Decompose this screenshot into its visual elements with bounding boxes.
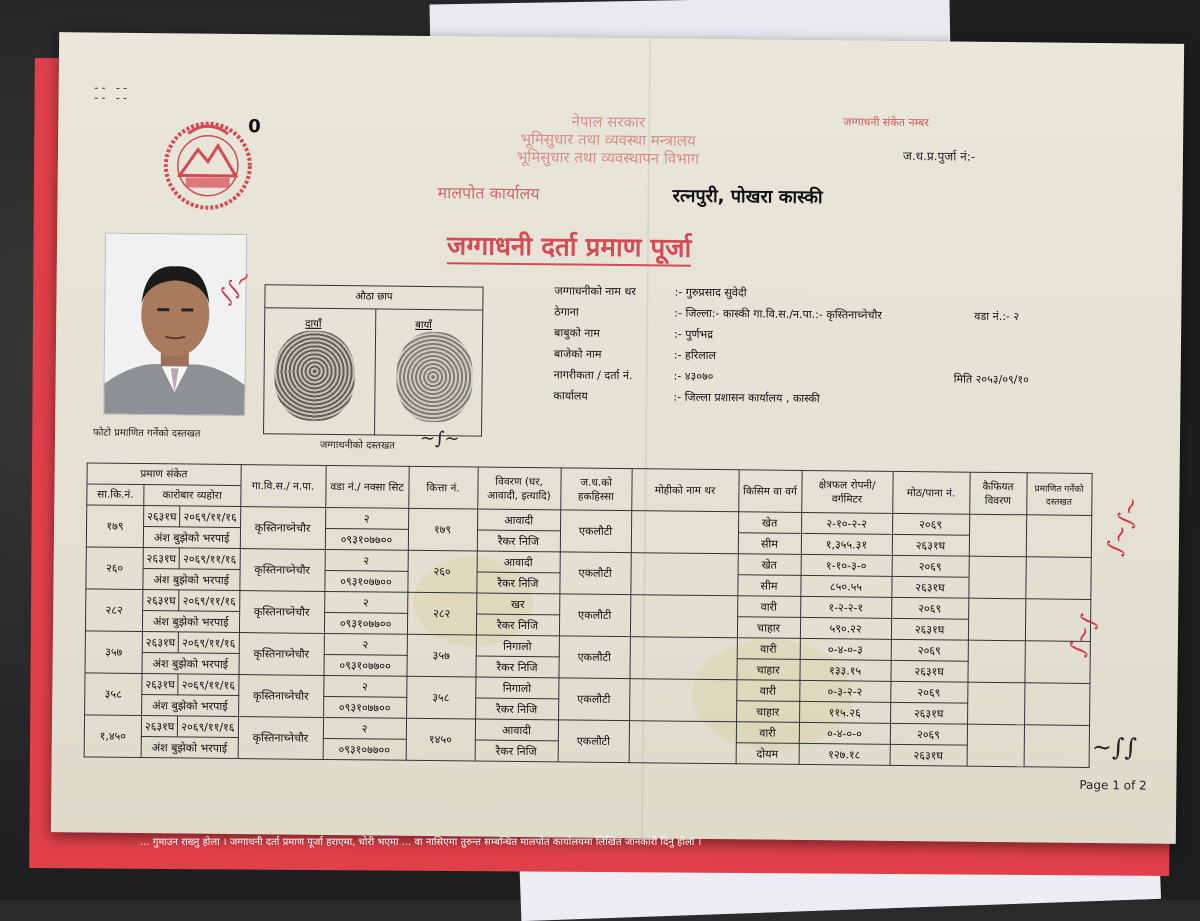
- cell-karobar-note: अंश बुझेको भरपाई: [141, 737, 238, 759]
- cell-karobar-note: अंश बुझेको भरपाई: [142, 695, 239, 717]
- cell-wada: २: [323, 717, 406, 739]
- cell-gabisa: कृस्तिनाच्नेचौर: [239, 591, 324, 634]
- cell-biwaran: रैकर निजि: [477, 530, 560, 552]
- cell-sa: २८२: [85, 589, 142, 632]
- header-gabisa: गा.वि.स./ न.पा.: [240, 465, 325, 508]
- issuing-office-row: [553, 388, 1053, 414]
- address-value: :- जिल्ला:- कास्की गा.वि.स./न.पा.:- कृस्तिनाच्नेचौर: [674, 306, 882, 322]
- header-sa-ki-na: सा.कि.नं.: [87, 484, 144, 506]
- header-kisim: किसिम वा वर्ग: [738, 470, 801, 513]
- cell-kisim: खेत: [738, 554, 801, 576]
- cell-kaifiyat: [967, 724, 1024, 767]
- cell-area: ०-४-०-३: [800, 638, 891, 660]
- cell-kitta: ३५८: [406, 676, 475, 719]
- cell-area: ०-३-२-२: [799, 680, 890, 702]
- header-pramaan-sanket: प्रमाण संकेत: [87, 463, 241, 486]
- cell-gabisa: कृस्तिनाच्नेचौर: [239, 549, 324, 592]
- address-label: ठेगाना: [554, 305, 579, 319]
- certificate-number-label: ज.ध.प्र.पुर्जा नं:-: [902, 148, 976, 164]
- cell-moth: २०६९: [892, 555, 969, 577]
- cell-sa: ३५८: [85, 673, 142, 716]
- cell-biwaran: रैकर निजि: [476, 572, 559, 594]
- owner-name-value: :- गुरुप्रसाद सुवेदी: [674, 285, 747, 300]
- cell-pramanit: [1024, 683, 1089, 726]
- page-label: Page 1 of 2: [1079, 777, 1147, 793]
- cell-karobar-code: २६३१घ: [142, 632, 179, 653]
- cell-moth: २०६९: [892, 513, 969, 535]
- header-line: नेपाल सरकार: [571, 112, 646, 132]
- header-pramanit: प्रमाणित गर्नेको दस्तखत: [1026, 473, 1091, 516]
- cell-wada: २: [323, 675, 406, 697]
- cell-biwaran: निगालो: [475, 677, 558, 699]
- cell-area: १-१०-३-०: [801, 554, 892, 576]
- cell-kitta: २८२: [407, 592, 476, 635]
- verifier-signature: ∫∼∫: [1064, 611, 1103, 660]
- land-records-table: [84, 462, 1093, 768]
- owner-photo: [103, 233, 247, 416]
- header-kshetrafal: क्षेत्रफल रोपनी/वर्गमिटर: [801, 470, 892, 513]
- cell-kaifiyat: [967, 682, 1024, 725]
- grandfather-value: :- हरिलाल: [673, 348, 717, 363]
- cell-gabisa: कृस्तिनाच्नेचौर: [240, 507, 325, 550]
- header-kitta: कित्ता नं.: [408, 466, 477, 509]
- black-signature: ∼∫∫: [1091, 732, 1138, 762]
- cell-sa: १७९: [86, 505, 143, 548]
- cell-karobar-code: २६३१घ: [144, 506, 181, 527]
- cell-moth: २६३१घ: [891, 576, 968, 598]
- cell-gabisa: कृस्तिनाच्नेचौर: [238, 675, 323, 718]
- cell-wada: २: [325, 507, 408, 529]
- cell-karobar-code: २६३१घ: [142, 674, 179, 695]
- cell-moth: २०६९: [891, 639, 968, 661]
- cell-biwaran: रैकर निजि: [475, 698, 558, 720]
- cell-sa: १,४५०: [84, 715, 141, 758]
- cell-sa: ३५७: [85, 631, 142, 674]
- cell-hak: एकलौटी: [558, 720, 629, 763]
- table-body: [84, 505, 1091, 768]
- cell-gabisa: कृस्तिनाच्नेचौर: [239, 633, 324, 676]
- header-wada: वडा नं./ नक्सा सिट: [325, 465, 408, 508]
- cell-mohi: [630, 637, 737, 680]
- cell-kaifiyat: [968, 598, 1025, 641]
- header-karobar: कारोबार व्यहोरा: [144, 485, 241, 507]
- cell-mohi: [629, 679, 736, 722]
- father-label: बाबुको नाम: [554, 326, 600, 340]
- cell-area: ५९०.२२: [800, 617, 891, 639]
- cell-hak: एकलौटी: [559, 552, 630, 595]
- cell-biwaran: रैकर निजि: [475, 740, 558, 762]
- cell-mohi: [630, 595, 737, 638]
- issuing-office-value: :- जिल्ला प्रशासन कार्यालय , कास्की: [673, 390, 820, 406]
- cell-pramanit: [1026, 515, 1091, 558]
- dash-marks: -- -- -- --: [92, 80, 129, 105]
- cell-wada: २: [325, 549, 408, 571]
- cell-area: ०-४-०-०: [799, 722, 890, 744]
- cell-moth: २६३१घ: [891, 660, 968, 682]
- citizenship-label: नागरीकता / दर्ता नं.: [553, 368, 633, 383]
- cell-kisim: दोयम: [736, 743, 799, 765]
- cell-karobar-code: २६३१घ: [143, 590, 180, 611]
- nepal-emblem-stamp: [157, 113, 258, 214]
- cell-hak: एकलौटी: [558, 678, 629, 721]
- office-place: रत्नपुरी, पोखरा कास्की: [672, 185, 823, 209]
- thumbprint-divider: [374, 308, 376, 434]
- cell-naksa: ०९३१०७७००: [323, 738, 406, 760]
- zero-mark: 0: [248, 116, 261, 138]
- cell-area: १-२-२-१: [800, 596, 891, 618]
- cell-biwaran: आवादी: [477, 509, 560, 531]
- cell-biwaran: खर: [476, 593, 559, 615]
- cell-mohi: [629, 721, 736, 764]
- cell-moth: २६३१घ: [891, 618, 968, 640]
- cell-moth: २०६९: [890, 723, 967, 745]
- cell-karobar-note: अंश बुझेको भरपाई: [142, 653, 239, 675]
- header-faint-lines: [478, 112, 739, 169]
- cell-karobar-date: २०६९/११/१६: [180, 506, 240, 528]
- red-signature: ∫∫∼: [213, 264, 258, 308]
- cell-karobar-note: अंश बुझेको भरपाई: [143, 527, 240, 549]
- cell-moth: २६३१घ: [890, 702, 967, 724]
- cell-karobar-date: २०६९/११/१६: [179, 548, 239, 570]
- cell-wada: २: [324, 633, 407, 655]
- cell-hak: एकलौटी: [559, 594, 630, 637]
- header-moth: मोठ/पाना नं.: [892, 471, 969, 514]
- cell-karobar-code: २६३१घ: [143, 548, 180, 569]
- cell-naksa: ०९३१०७७००: [324, 654, 407, 676]
- cell-kisim: चाहार: [737, 659, 800, 681]
- cell-moth: २६३१घ: [890, 744, 967, 766]
- cell-kitta: ३५७: [407, 634, 476, 677]
- cell-karobar-date: २०६९/११/१६: [178, 716, 238, 738]
- cell-sa: २६०: [86, 547, 143, 590]
- cell-karobar-date: २०६९/११/१६: [179, 632, 239, 654]
- cell-biwaran: निगालो: [476, 635, 559, 657]
- thumbprint-box: [263, 284, 484, 436]
- owner-info: [553, 283, 1054, 414]
- cell-kisim: वारी: [737, 596, 800, 618]
- cell-kisim: वारी: [736, 722, 799, 744]
- cell-naksa: ०९३१०७७००: [324, 612, 407, 634]
- ward-value: वडा नं.:- २: [974, 309, 1020, 324]
- cell-biwaran: आवादी: [477, 551, 560, 573]
- cell-moth: २०६९: [891, 597, 968, 619]
- right-thumbprint: [274, 330, 355, 421]
- cell-hak: एकलौटी: [560, 510, 631, 553]
- right-thumb-label: दायाँ: [305, 318, 322, 330]
- owner-signature: ∼∫∼: [419, 427, 460, 450]
- owner-name-label: जग्गाधनीको नाम थर: [554, 284, 636, 299]
- cell-biwaran: रैकर निजि: [476, 614, 559, 636]
- header-mohi: मोहीको नाम थर: [631, 469, 738, 512]
- cell-kisim: वारी: [737, 638, 800, 660]
- cell-naksa: ०९३१०७७००: [324, 570, 407, 592]
- cell-mohi: [631, 511, 738, 554]
- cell-kisim: वारी: [736, 680, 799, 702]
- cell-pramanit: [1024, 725, 1089, 768]
- left-thumb-label: बायाँ: [415, 319, 432, 332]
- cell-kitta: १७९: [408, 508, 477, 551]
- header-line: भूमिसुधार तथा व्यवस्थापन विभाग: [516, 147, 700, 168]
- cell-kisim: चाहार: [736, 701, 799, 723]
- verifier-signature: ∫∼∫∼: [1101, 493, 1147, 559]
- cell-area: १२७.१८: [799, 743, 890, 765]
- thumbprint-heading: औठा छाप: [265, 285, 482, 310]
- father-value: :- पुर्णभद्र: [674, 327, 714, 341]
- cell-karobar-code: २६३१घ: [141, 716, 178, 737]
- cell-hak: एकलौटी: [559, 636, 630, 679]
- land-ownership-certificate: [51, 32, 1184, 844]
- left-thumbprint: [396, 332, 473, 423]
- footer-note: ... गुमाउन राख्नु होला । जग्गाधनी दर्ता प्रमाण पूर्जा हराएमा, चोरी भएमा ... वा नासिएमा तुरुन्त सम्बन्धित मालपोत कार्यालयमा लिखित जानकारी दिनु होला ।: [140, 837, 702, 848]
- cell-karobar-note: अंश बुझेको भरपाई: [143, 569, 240, 591]
- office-name: मालपोत कार्यालय: [437, 183, 540, 204]
- issue-date: मिति २०५३/०९/१०: [953, 372, 1029, 387]
- cell-area: १३३.१५: [800, 659, 891, 681]
- cell-karobar-date: २०६९/११/१६: [179, 590, 239, 612]
- cell-area: ८५०.५५: [800, 575, 891, 597]
- photo-caption: फोटो प्रमाणित गर्नेको दस्तखत: [92, 427, 201, 440]
- grandfather-label: बाजेको नाम: [553, 347, 602, 361]
- cell-karobar-date: २०६९/११/१६: [178, 674, 238, 696]
- owner-code-label: जग्गाधनी संकेत नम्बर: [843, 115, 930, 130]
- owner-signature-caption: जग्गाधनीको दस्तखत: [319, 439, 395, 452]
- cell-area: २-१०-२-२: [801, 512, 892, 534]
- cell-gabisa: कृस्तिनाच्नेचौर: [238, 717, 323, 760]
- cell-biwaran: आवादी: [475, 719, 558, 741]
- cell-kitta: १४५०: [406, 718, 475, 761]
- cell-kaifiyat: [968, 640, 1025, 683]
- issuing-office-label: कार्यालय: [553, 389, 588, 403]
- header-biwaran: विवरण (घर, आवादी, इत्यादि): [477, 467, 560, 510]
- cell-biwaran: रैकर निजि: [476, 656, 559, 678]
- cell-pramanit: [1025, 557, 1090, 600]
- header-line: भूमिसुधार तथा व्यवस्था मन्त्रालय: [520, 129, 696, 150]
- cell-kaifiyat: [969, 514, 1026, 557]
- citizenship-value: :- ४३०७०: [673, 369, 714, 384]
- cell-kisim: सीम: [737, 575, 800, 597]
- cell-naksa: ०९३१०७७००: [325, 528, 408, 550]
- cell-karobar-note: अंश बुझेको भरपाई: [142, 611, 239, 633]
- cell-naksa: ०९३१०७७००: [323, 696, 406, 718]
- cell-kaifiyat: [968, 556, 1025, 599]
- header-kaifiyat: कैफियत विवरण: [969, 472, 1026, 515]
- cell-kisim: खेत: [738, 512, 801, 534]
- cell-moth: २६३१घ: [892, 534, 969, 556]
- cell-kitta: २६०: [407, 550, 476, 593]
- cell-wada: २: [324, 591, 407, 613]
- cell-moth: २०६९: [890, 681, 967, 703]
- cell-mohi: [630, 553, 737, 596]
- certificate-title: जग्गाधनी दर्ता प्रमाण पूर्जा: [447, 226, 692, 267]
- header-hakhissa: ज.ध.को हकहिस्सा: [560, 468, 631, 511]
- cell-area: १,३५५.३१: [801, 533, 892, 555]
- cell-kisim: चाहार: [737, 617, 800, 639]
- cell-area: ११५.२६: [799, 701, 890, 723]
- cell-kisim: सीम: [738, 533, 801, 555]
